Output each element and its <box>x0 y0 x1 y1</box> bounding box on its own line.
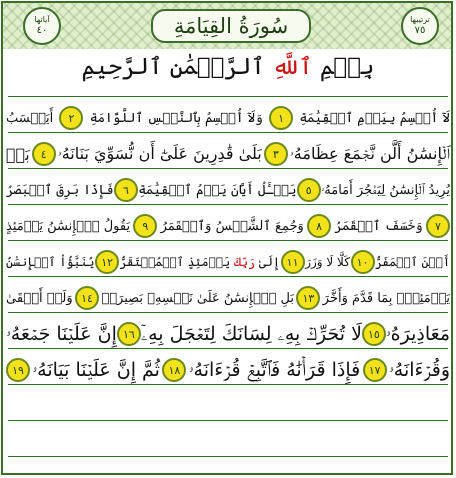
verse-number-marker[interactable]: ١ <box>269 106 293 130</box>
verse-text: لَا تُحَرِّكۡ بِهِۦ لِسَانَكَ لِتَعۡجَلَ بِهِۦٓ <box>140 323 362 345</box>
surah-order-label: ترتيبها <box>410 15 430 24</box>
verse-text: يَقُولُ ٱلۡإِنسَٰنُ يَوۡمَئِذٍ <box>6 218 131 234</box>
basmala-part-1: بِسۡمِ <box>312 54 375 80</box>
verse-text: يُنَبَّؤُاْ ٱلۡإِنسَٰنُ <box>6 255 95 269</box>
verse-text: فَإِذَا قَرَأۡنَٰهُ فَٱتَّبِعۡ قُرۡءَانَهُۥ <box>188 359 361 381</box>
verse-text: بَلَىٰ قَٰدِرِينَ عَلَىٰٓ أَن نُّسَوِّيَ بَنَانَهُۥ <box>57 144 262 163</box>
verse-count-value: ٤٠ <box>36 25 48 36</box>
verse-number-marker[interactable]: ٨ <box>307 214 331 238</box>
line-rule <box>8 96 448 97</box>
verse-number-marker[interactable]: ٧ <box>426 214 450 238</box>
surah-order-value: ٧٥ <box>414 25 426 36</box>
verse-text: يَوۡمَئِذِۭ بِمَا قَدَّمَ وَأَخَّرَ <box>322 290 450 306</box>
verse-number-marker[interactable]: ١٦ <box>117 322 141 346</box>
verse-text: وَجُمِعَ ٱلشَّمۡسُ وَٱلۡقَمَرُ <box>160 218 304 234</box>
basmala-part-2: ٱلرَّحۡمَٰنِ ٱلرَّحِيمِ <box>81 54 273 80</box>
verse-word: يَوۡمَئِذٍ ٱلۡمُسۡتَقَرُّ <box>119 255 231 269</box>
verse-text: بَلِ ٱلۡإِنسَٰنُ عَلَىٰ نَفۡسِهِۦ بَصِيرَةٞ <box>101 290 294 306</box>
surah-title: سُورَةُ القِيَامَةِ <box>151 9 311 43</box>
verse-text: فَإِذَا بَرِقَ ٱلۡبَصَرُ <box>6 182 114 198</box>
verse-line <box>6 352 450 388</box>
verse-number-marker[interactable]: ١٧ <box>363 358 387 382</box>
verse-number-marker[interactable]: ١٨ <box>162 358 186 382</box>
verse-number-marker[interactable]: ٥ <box>297 178 321 202</box>
verse-text: وَلَآ أُقۡسِمُ بِٱلنَّفۡسِ ٱللَّوَّامَةِ <box>89 110 263 126</box>
basmala <box>0 54 456 80</box>
verse-number-marker[interactable]: ٤ <box>32 142 56 166</box>
verse-text: يُرِيدُ ٱلۡإِنسَٰنُ لِيَفۡجُرَ أَمَامَهُۥ <box>321 182 450 198</box>
verse-number-marker[interactable]: ١٤ <box>75 286 99 310</box>
verse-number-marker[interactable]: ٩ <box>133 214 157 238</box>
verse-text: مَعَاذِيرَهُۥ <box>385 323 450 345</box>
basmala-allah: ٱللَّهِ <box>272 54 313 80</box>
verse-number-marker[interactable]: ١٠ <box>351 250 375 274</box>
verse-text: وَقُرۡءَانَهُۥ <box>389 359 450 381</box>
verse-number-marker[interactable]: ١١ <box>281 250 305 274</box>
verse-text: أَيۡنَ ٱلۡمَفَرُّ <box>375 255 450 269</box>
verse-word: إِلَىٰ <box>258 255 280 269</box>
verse-text: بَلۡ <box>6 144 30 164</box>
verse-line <box>6 172 450 208</box>
verse-number-marker[interactable]: ١٩ <box>6 358 30 382</box>
verse-number-marker[interactable]: ١٢ <box>95 250 119 274</box>
surah-header <box>3 3 451 49</box>
verse-line <box>6 316 450 352</box>
surah-order-medal <box>401 7 439 45</box>
verse-number-marker[interactable]: ٣ <box>264 142 288 166</box>
verse-number-marker[interactable]: ١٥ <box>362 322 386 346</box>
verse-line <box>6 136 450 172</box>
verse-text: ٱلۡإِنسَٰنُ أَلَّن نَّجۡمَعَ عِظَامَهُۥ <box>289 144 450 163</box>
verse-text: إِنَّ عَلَيۡنَا جَمۡعَهُۥ <box>6 323 117 345</box>
line-rule <box>8 456 448 457</box>
verse-line <box>6 280 450 316</box>
verse-text: كَلَّا لَا وَزَرَ <box>305 255 350 269</box>
verse-line <box>6 100 450 136</box>
verse-count-label: آياتها <box>34 15 50 24</box>
verse-number-marker[interactable]: ٢ <box>59 106 83 130</box>
verse-line <box>6 208 450 244</box>
verse-count-medal <box>23 7 61 45</box>
verse-text: وَخَسَفَ ٱلۡقَمَرُ <box>334 218 423 234</box>
verse-text: لَآ أُقۡسِمُ بِيَوۡمِ ٱلۡقِيَٰمَةِ <box>299 110 450 126</box>
verse-number-marker[interactable]: ٦ <box>114 178 138 202</box>
verse-line <box>6 244 450 280</box>
verse-text: أَيَحۡسَبُ <box>6 110 54 126</box>
line-rule <box>8 420 448 421</box>
highlighted-word: رَبِّكَ <box>233 255 256 269</box>
verse-text: ثُمَّ إِنَّ عَلَيۡنَا بَيَانَهُۥ <box>32 359 160 381</box>
verse-text: يَسۡـَٔلُ أَيَّانَ يَوۡمُ ٱلۡقِيَٰمَةِ <box>138 182 297 198</box>
verse-number-marker[interactable]: ١٣ <box>296 286 320 310</box>
verse-text <box>120 255 280 269</box>
verse-text: وَلَوۡ أَلۡقَىٰ <box>6 290 73 306</box>
